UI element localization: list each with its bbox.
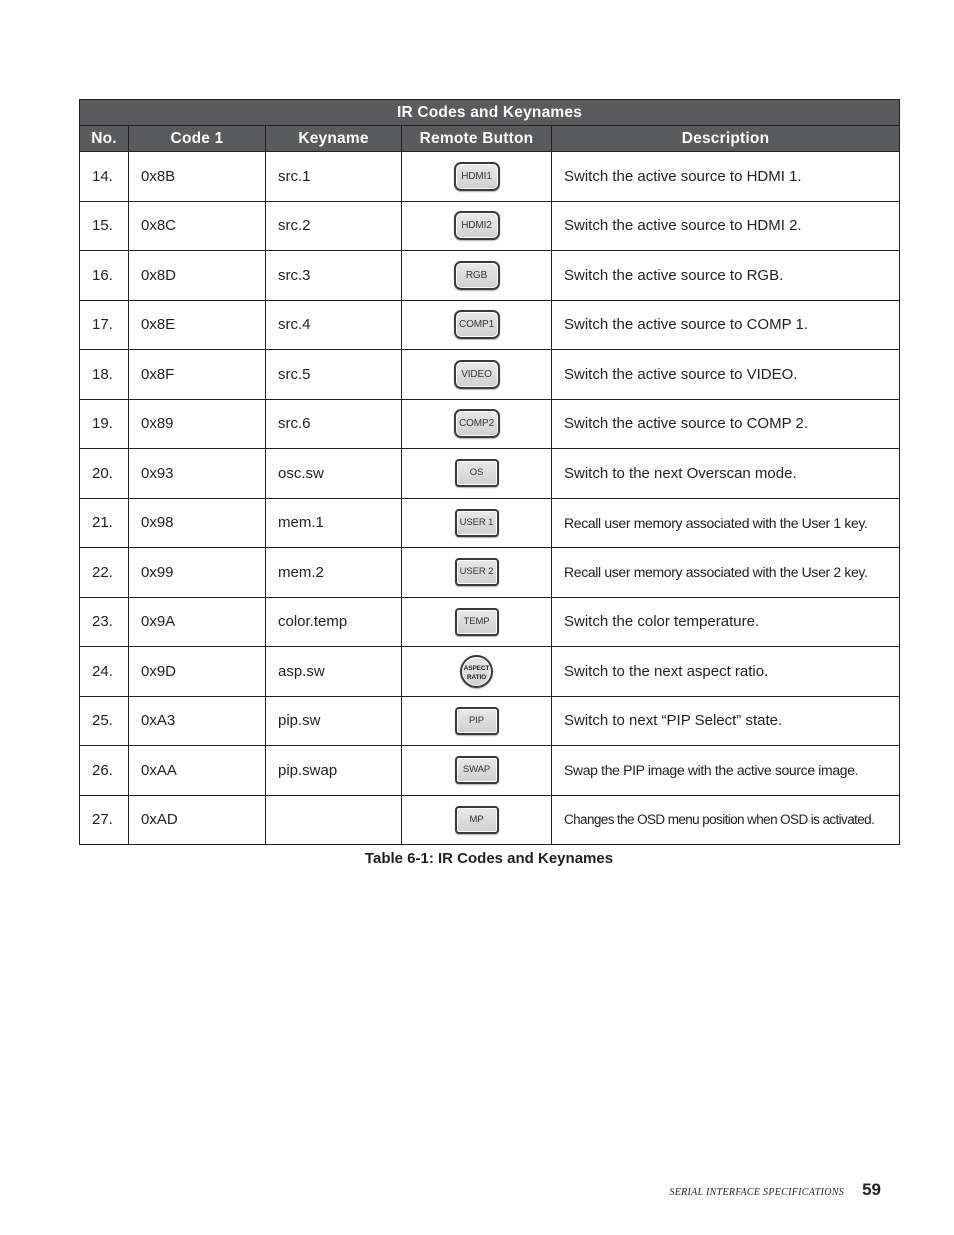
comp2-button-icon: COMP2 bbox=[454, 409, 500, 438]
cell-description: Swap the PIP image with the active source image. bbox=[552, 746, 900, 796]
table-row bbox=[80, 152, 900, 202]
cell-description: Recall user memory associated with the User 1 key. bbox=[552, 498, 900, 548]
hdmi2-button-icon: HDMI2 bbox=[454, 211, 500, 240]
cell-remote-button bbox=[402, 597, 552, 647]
cell-keyname: src.2 bbox=[266, 201, 402, 251]
table-row bbox=[80, 300, 900, 350]
cell-remote-button bbox=[402, 647, 552, 697]
table-title: IR Codes and Keynames bbox=[80, 100, 900, 126]
cell-keyname: src.1 bbox=[266, 152, 402, 202]
cell-no: 19. bbox=[80, 399, 129, 449]
pip-button-icon: PIP bbox=[455, 707, 499, 735]
temp-button-icon: TEMP bbox=[455, 608, 499, 636]
table-row bbox=[80, 498, 900, 548]
table-row bbox=[80, 350, 900, 400]
cell-keyname bbox=[266, 795, 402, 845]
table-row bbox=[80, 795, 900, 845]
cell-code: 0x8C bbox=[129, 201, 266, 251]
cell-description: Switch the active source to COMP 2. bbox=[552, 399, 900, 449]
table-header-row bbox=[80, 126, 900, 152]
cell-remote-button bbox=[402, 795, 552, 845]
cell-description: Switch to the next aspect ratio. bbox=[552, 647, 900, 697]
cell-keyname: mem.1 bbox=[266, 498, 402, 548]
table-row bbox=[80, 696, 900, 746]
table-row bbox=[80, 449, 900, 499]
cell-keyname: src.3 bbox=[266, 251, 402, 301]
table-row bbox=[80, 647, 900, 697]
cell-description: Switch to the next Overscan mode. bbox=[552, 449, 900, 499]
header-keyname: Keyname bbox=[266, 126, 402, 152]
comp1-button-icon: COMP1 bbox=[454, 310, 500, 339]
cell-description: Switch to next “PIP Select” state. bbox=[552, 696, 900, 746]
aspect-ratio-button-icon: ASPECT RATIO bbox=[460, 655, 493, 688]
cell-no: 18. bbox=[80, 350, 129, 400]
cell-code: 0xAD bbox=[129, 795, 266, 845]
mp-button-icon: MP bbox=[455, 806, 499, 834]
cell-keyname: pip.sw bbox=[266, 696, 402, 746]
cell-code: 0x93 bbox=[129, 449, 266, 499]
cell-keyname: mem.2 bbox=[266, 548, 402, 598]
table-row bbox=[80, 251, 900, 301]
footer-section-title: SERIAL INTERFACE SPECIFICATIONS bbox=[669, 1187, 845, 1198]
cell-keyname: osc.sw bbox=[266, 449, 402, 499]
table-row bbox=[80, 597, 900, 647]
user1-button-icon: USER 1 bbox=[455, 509, 499, 537]
cell-code: 0x9D bbox=[129, 647, 266, 697]
cell-keyname: color.temp bbox=[266, 597, 402, 647]
cell-no: 26. bbox=[80, 746, 129, 796]
cell-remote-button bbox=[402, 399, 552, 449]
cell-code: 0xA3 bbox=[129, 696, 266, 746]
header-no: No. bbox=[80, 126, 129, 152]
table-body bbox=[80, 152, 900, 845]
cell-remote-button bbox=[402, 746, 552, 796]
cell-description: Changes the OSD menu position when OSD is activated. bbox=[552, 795, 900, 845]
cell-remote-button bbox=[402, 696, 552, 746]
cell-keyname: pip.swap bbox=[266, 746, 402, 796]
cell-code: 0x8B bbox=[129, 152, 266, 202]
cell-keyname: src.5 bbox=[266, 350, 402, 400]
cell-no: 16. bbox=[80, 251, 129, 301]
cell-no: 14. bbox=[80, 152, 129, 202]
cell-keyname: asp.sw bbox=[266, 647, 402, 697]
cell-code: 0x99 bbox=[129, 548, 266, 598]
cell-no: 24. bbox=[80, 647, 129, 697]
cell-no: 25. bbox=[80, 696, 129, 746]
cell-remote-button bbox=[402, 251, 552, 301]
cell-no: 22. bbox=[80, 548, 129, 598]
cell-remote-button bbox=[402, 548, 552, 598]
ir-codes-table bbox=[79, 99, 900, 845]
cell-no: 20. bbox=[80, 449, 129, 499]
ir-codes-table-container bbox=[79, 99, 899, 845]
cell-code: 0x9A bbox=[129, 597, 266, 647]
user2-button-icon: USER 2 bbox=[455, 558, 499, 586]
cell-remote-button bbox=[402, 201, 552, 251]
cell-description: Switch the active source to VIDEO. bbox=[552, 350, 900, 400]
cell-code: 0x8F bbox=[129, 350, 266, 400]
cell-remote-button bbox=[402, 498, 552, 548]
cell-description: Switch the active source to RGB. bbox=[552, 251, 900, 301]
table-row bbox=[80, 548, 900, 598]
cell-no: 15. bbox=[80, 201, 129, 251]
cell-description: Switch the color temperature. bbox=[552, 597, 900, 647]
cell-code: 0x89 bbox=[129, 399, 266, 449]
swap-button-icon: SWAP bbox=[455, 756, 499, 784]
cell-description: Recall user memory associated with the User 2 key. bbox=[552, 548, 900, 598]
cell-code: 0xAA bbox=[129, 746, 266, 796]
cell-remote-button bbox=[402, 449, 552, 499]
video-button-icon: VIDEO bbox=[454, 360, 500, 389]
table-row bbox=[80, 399, 900, 449]
header-description: Description bbox=[552, 126, 900, 152]
table-row bbox=[80, 746, 900, 796]
table-row bbox=[80, 201, 900, 251]
cell-keyname: src.4 bbox=[266, 300, 402, 350]
header-code: Code 1 bbox=[129, 126, 266, 152]
hdmi1-button-icon: HDMI1 bbox=[454, 162, 500, 191]
rgb-button-icon: RGB bbox=[454, 261, 500, 290]
cell-description: Switch the active source to HDMI 2. bbox=[552, 201, 900, 251]
page-number: 59 bbox=[862, 1180, 881, 1199]
cell-keyname: src.6 bbox=[266, 399, 402, 449]
cell-remote-button bbox=[402, 152, 552, 202]
cell-remote-button bbox=[402, 350, 552, 400]
cell-description: Switch the active source to COMP 1. bbox=[552, 300, 900, 350]
cell-remote-button bbox=[402, 300, 552, 350]
cell-no: 21. bbox=[80, 498, 129, 548]
cell-no: 17. bbox=[80, 300, 129, 350]
table-caption: Table 6-1: IR Codes and Keynames bbox=[364, 850, 614, 867]
page-footer bbox=[669, 1180, 881, 1200]
cell-code: 0x8E bbox=[129, 300, 266, 350]
header-remote-button: Remote Button bbox=[402, 126, 552, 152]
cell-code: 0x98 bbox=[129, 498, 266, 548]
table-title-row bbox=[80, 100, 900, 126]
os-button-icon: OS bbox=[455, 459, 499, 487]
cell-no: 23. bbox=[80, 597, 129, 647]
cell-code: 0x8D bbox=[129, 251, 266, 301]
cell-description: Switch the active source to HDMI 1. bbox=[552, 152, 900, 202]
cell-no: 27. bbox=[80, 795, 129, 845]
